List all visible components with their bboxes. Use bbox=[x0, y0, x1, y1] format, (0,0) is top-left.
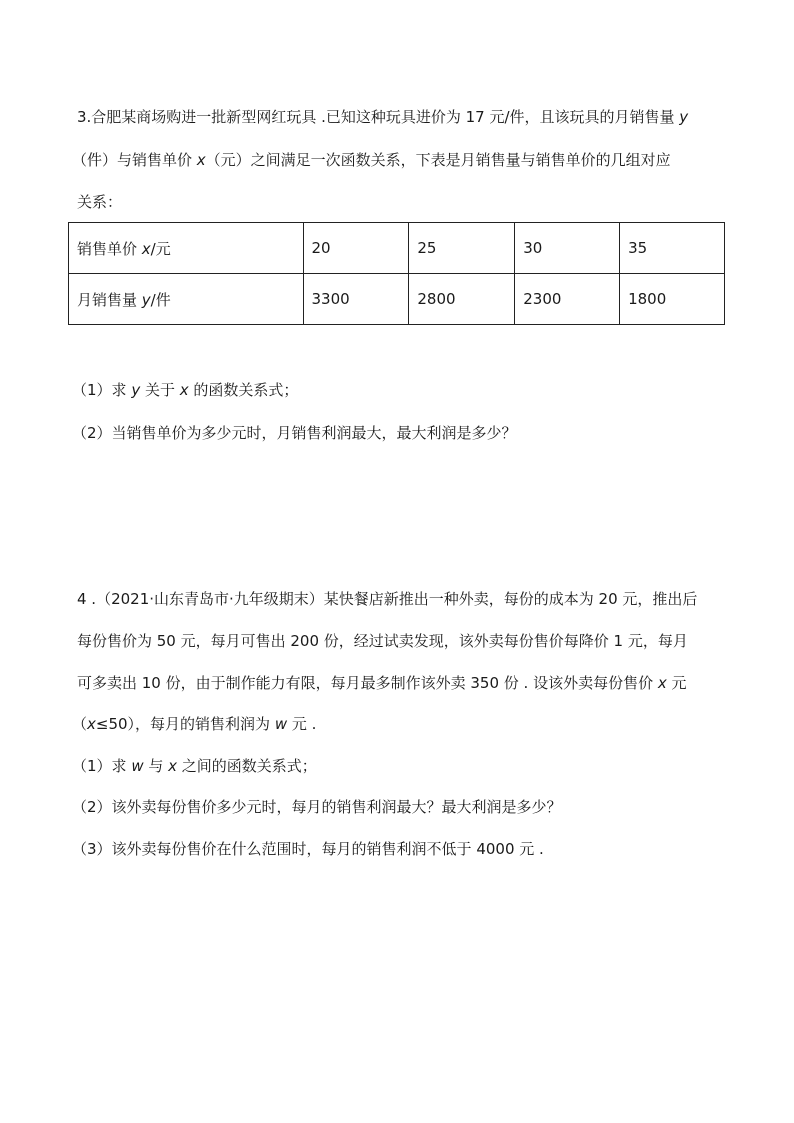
q3-part-1-text-b: 关于 bbox=[140, 381, 180, 399]
var-x: x bbox=[87, 715, 96, 733]
q3-line-1 bbox=[77, 107, 688, 127]
q4-part-1-text-c: 之间的函数关系式； bbox=[177, 757, 317, 775]
q4-line-4-text-a: （ bbox=[72, 715, 88, 733]
q3-line-2-text-a: （件）与销售单价 bbox=[72, 151, 197, 169]
var-y: y bbox=[679, 108, 689, 126]
table-row bbox=[69, 274, 725, 325]
row-label-text: 月销售量 bbox=[77, 290, 142, 309]
var-x: x bbox=[657, 674, 667, 692]
table-row bbox=[69, 223, 725, 274]
q4-line-3-text-b: 元 bbox=[666, 674, 687, 692]
q3-part-1-text-a: （1）求 bbox=[72, 381, 132, 399]
table-cell: 3300 bbox=[303, 274, 409, 325]
row-label-text: 销售单价 bbox=[77, 239, 142, 258]
table-row-label bbox=[69, 223, 304, 274]
var-x: x bbox=[179, 381, 189, 399]
var-w: w bbox=[274, 715, 288, 733]
q4-part-3 bbox=[72, 839, 544, 859]
q3-line-3-text: 关系： bbox=[77, 193, 123, 211]
q4-line-1 bbox=[77, 589, 697, 609]
q4-part-2-text: （2）该外卖每份售价多少元时，每月的销售利润最大？最大利润是多少？ bbox=[72, 798, 562, 816]
table-cell: 2800 bbox=[409, 274, 515, 325]
var-y: y bbox=[141, 290, 151, 309]
row-label-unit: /元 bbox=[150, 239, 171, 258]
q3-line-1-text: 3.合肥某商场购进一批新型网红玩具 .已知这种玩具进价为 17 元/件，且该玩具的月销售量 bbox=[77, 108, 680, 126]
table-cell: 35 bbox=[620, 223, 725, 274]
q3-part-2 bbox=[72, 423, 517, 443]
q4-line-2-text: 每份售价为 50 元，每月可售出 200 份，经过试卖发现，该外卖每份售价每降价 1 元，每月 bbox=[77, 632, 688, 650]
table-cell: 2300 bbox=[515, 274, 620, 325]
q4-part-1 bbox=[72, 756, 317, 776]
q4-part-3-text: （3）该外卖每份售价在什么范围时，每月的销售利润不低于 4000 元 . bbox=[72, 840, 544, 858]
q4-line-3 bbox=[77, 673, 687, 693]
table-cell: 30 bbox=[515, 223, 620, 274]
var-w: w bbox=[131, 757, 144, 775]
q4-line-4 bbox=[72, 714, 316, 734]
table-cell: 25 bbox=[409, 223, 515, 274]
price-sales-table bbox=[68, 222, 725, 325]
q3-line-2-text-b: （元）之间满足一次函数关系，下表是月销售量与销售单价的几组对应 bbox=[205, 151, 671, 169]
var-x: x bbox=[141, 239, 151, 258]
q3-line-3 bbox=[77, 192, 122, 212]
q4-line-3-text-a: 可多卖出 10 份，由于制作能力有限，每月最多制作该外卖 350 份 . 设该外卖每份售价 bbox=[77, 674, 658, 692]
q4-part-2 bbox=[72, 797, 562, 817]
table-cell: 1800 bbox=[620, 274, 725, 325]
q3-part-2-text: （2）当销售单价为多少元时，月销售利润最大，最大利润是多少？ bbox=[72, 424, 517, 442]
table-cell: 20 bbox=[303, 223, 409, 274]
q4-line-4-text-c: 元 . bbox=[287, 715, 317, 733]
row-label-unit: /件 bbox=[150, 290, 171, 309]
q4-line-4-text-b: ≤50），每月的销售利润为 bbox=[95, 715, 275, 733]
var-x: x bbox=[196, 151, 206, 169]
var-y: y bbox=[131, 381, 141, 399]
q3-line-2 bbox=[72, 150, 671, 170]
q3-part-1 bbox=[72, 380, 298, 400]
q4-part-1-text-a: （1）求 bbox=[72, 757, 132, 775]
var-x: x bbox=[168, 757, 178, 775]
q3-part-1-text-c: 的函数关系式； bbox=[188, 381, 299, 399]
q4-part-1-text-b: 与 bbox=[143, 757, 169, 775]
q4-line-2 bbox=[77, 631, 688, 651]
q4-line-1-text: 4 .（2021·山东青岛市·九年级期末）某快餐店新推出一种外卖，每份的成本为 20 元，推出后 bbox=[77, 590, 698, 608]
table-row-label bbox=[69, 274, 304, 325]
